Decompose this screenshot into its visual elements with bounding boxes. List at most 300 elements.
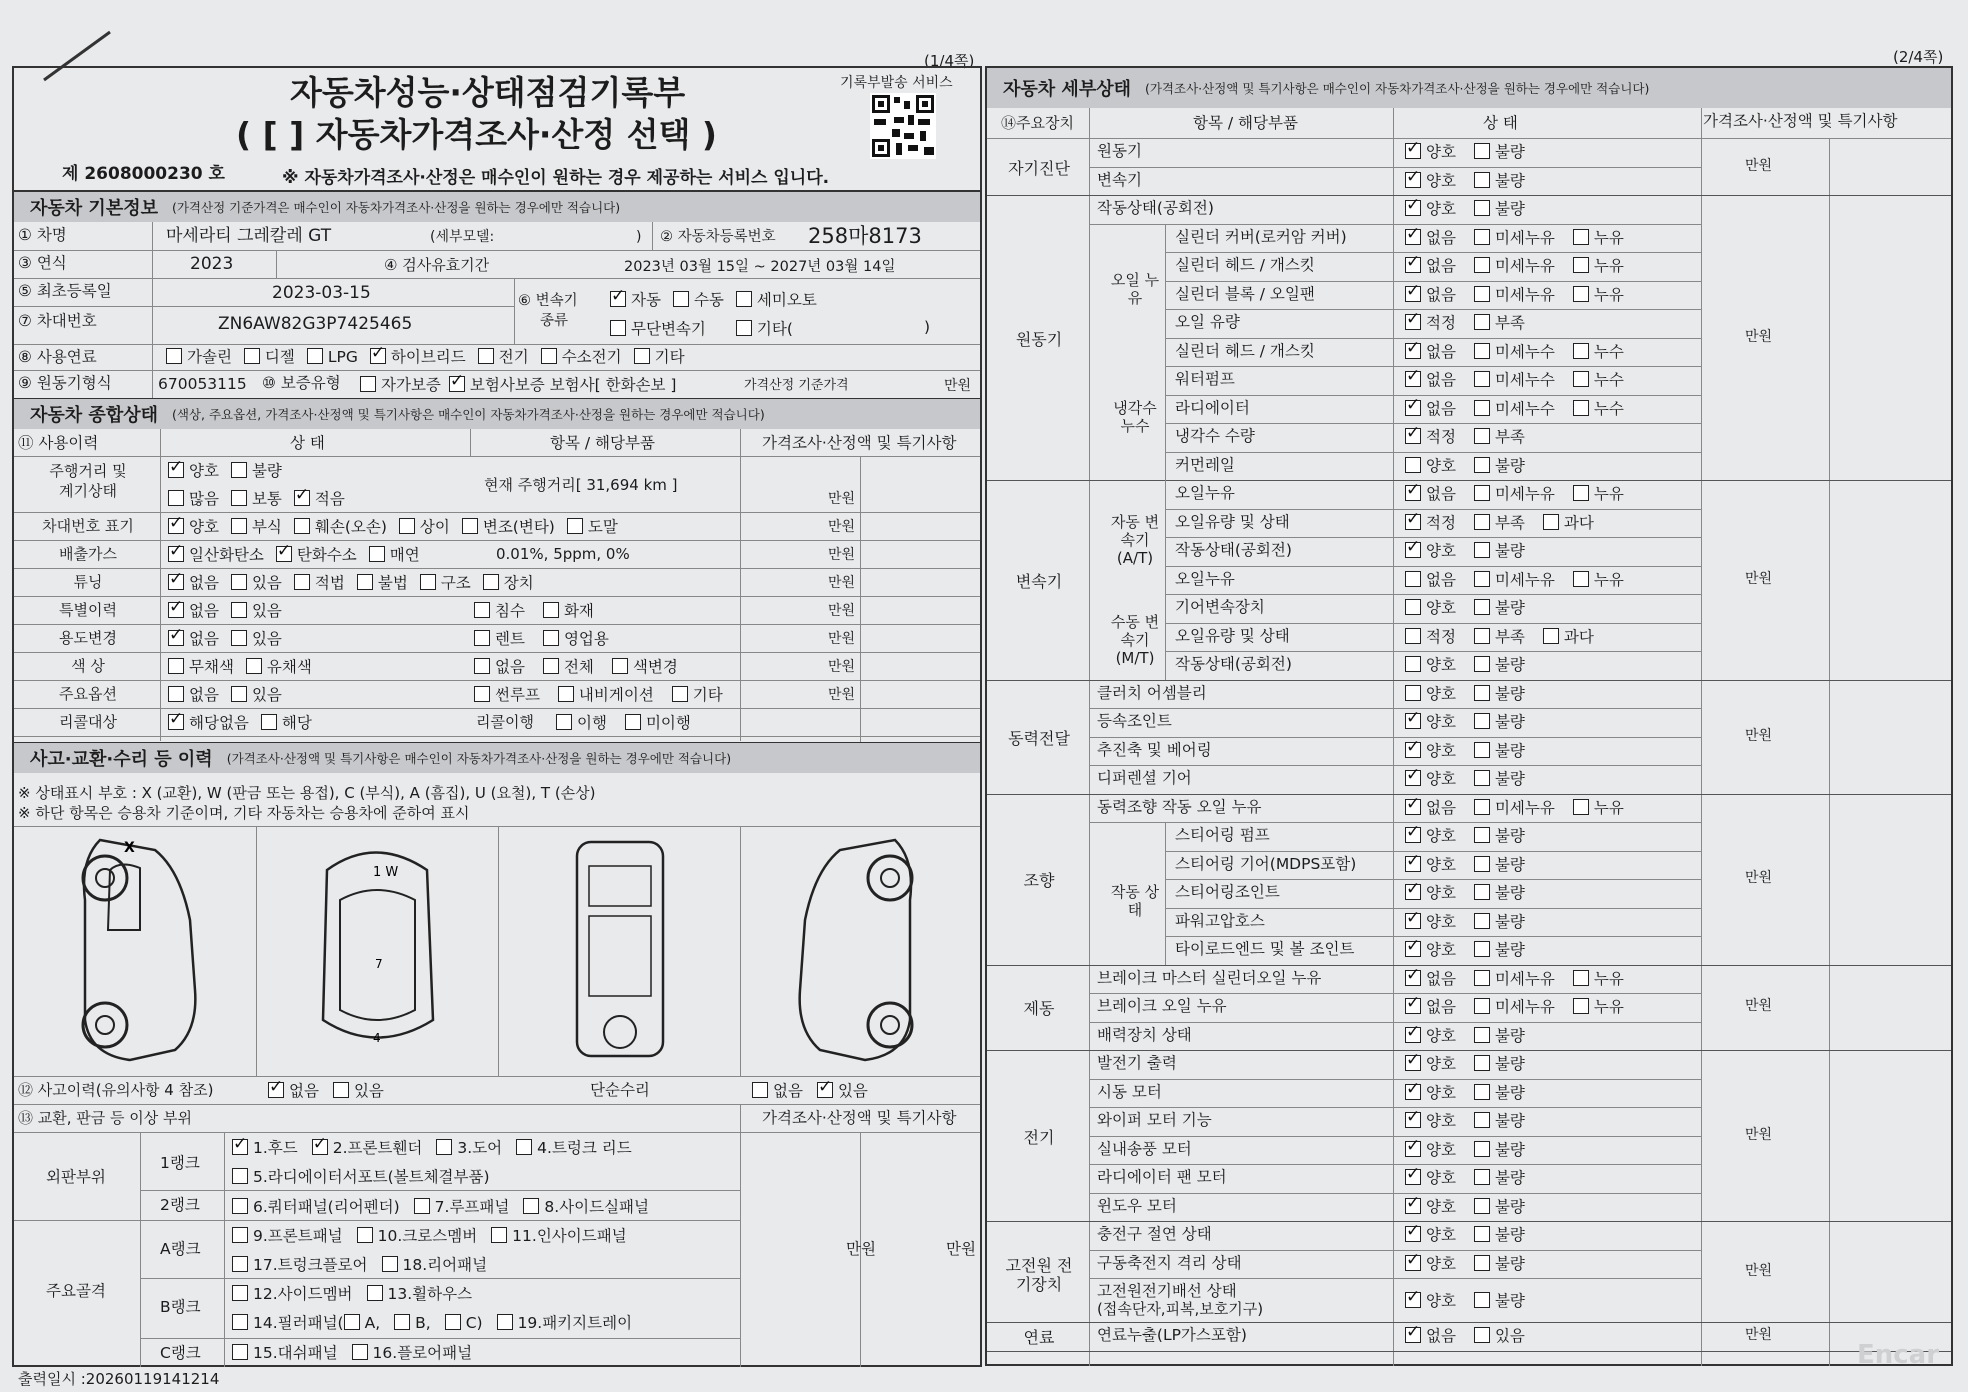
checkbox-option[interactable] — [449, 376, 677, 394]
checkbox-option[interactable] — [1474, 371, 1555, 389]
checkbox-option[interactable] — [1474, 856, 1525, 874]
checkbox-option[interactable] — [231, 574, 282, 592]
checkbox-option[interactable] — [556, 714, 607, 732]
checkbox-option[interactable] — [1405, 799, 1456, 817]
checkbox-option[interactable] — [399, 518, 450, 536]
checkbox-option[interactable] — [1474, 884, 1525, 902]
accident-history-options[interactable] — [268, 1082, 398, 1100]
checkbox-option[interactable] — [357, 574, 408, 592]
checkbox-option[interactable] — [491, 1227, 627, 1245]
checkbox-option[interactable] — [1405, 1169, 1456, 1187]
checkbox-option[interactable] — [168, 546, 264, 564]
overall-row-options[interactable] — [168, 630, 294, 648]
checkbox-option[interactable] — [1474, 1055, 1525, 1073]
checkbox-option[interactable] — [1474, 571, 1555, 589]
empty-box-icon[interactable] — [357, 1227, 373, 1243]
checked-box-icon[interactable] — [168, 602, 184, 618]
checkbox-option[interactable] — [1405, 514, 1456, 532]
empty-box-icon[interactable] — [543, 658, 559, 674]
checked-box-icon[interactable] — [1405, 970, 1421, 986]
empty-box-icon[interactable] — [1405, 599, 1421, 615]
checkbox-option[interactable] — [1474, 713, 1525, 731]
overall-row-options-right[interactable] — [474, 630, 627, 648]
empty-box-icon[interactable] — [516, 1139, 532, 1155]
overall-row-options-right[interactable] — [556, 714, 709, 732]
detail-options[interactable] — [1405, 656, 1543, 674]
empty-box-icon[interactable] — [1573, 998, 1589, 1014]
empty-box-icon[interactable] — [1474, 1169, 1490, 1185]
checkbox-option[interactable] — [612, 658, 678, 676]
checkbox-option[interactable] — [369, 546, 420, 564]
empty-box-icon[interactable] — [294, 574, 310, 590]
rankc-options[interactable] — [232, 1344, 486, 1362]
checked-box-icon[interactable] — [817, 1082, 833, 1098]
checkbox-option[interactable] — [567, 518, 618, 536]
checkbox-option[interactable] — [1405, 428, 1456, 446]
checked-box-icon[interactable] — [1405, 428, 1421, 444]
empty-box-icon[interactable] — [1474, 998, 1490, 1014]
detail-options[interactable] — [1405, 485, 1642, 503]
checkbox-option[interactable] — [168, 686, 219, 704]
checked-box-icon[interactable] — [1405, 1055, 1421, 1071]
checkbox-option[interactable] — [312, 1139, 423, 1157]
empty-box-icon[interactable] — [1573, 343, 1589, 359]
detail-options[interactable] — [1405, 913, 1543, 931]
checkbox-option[interactable] — [231, 630, 282, 648]
checkbox-option[interactable] — [232, 1198, 400, 1216]
checkbox-option[interactable] — [232, 1139, 298, 1157]
empty-box-icon[interactable] — [1474, 599, 1490, 615]
detail-options[interactable] — [1405, 542, 1543, 560]
checkbox-option[interactable] — [1405, 713, 1456, 731]
checkbox-option[interactable] — [1474, 485, 1555, 503]
empty-box-icon[interactable] — [474, 686, 490, 702]
detail-options[interactable] — [1405, 200, 1543, 218]
checkbox-option[interactable] — [294, 518, 387, 536]
empty-box-icon[interactable] — [1474, 913, 1490, 929]
empty-box-icon[interactable] — [1573, 371, 1589, 387]
empty-box-icon[interactable] — [360, 376, 376, 392]
empty-box-icon[interactable] — [414, 1198, 430, 1214]
detail-options[interactable] — [1405, 286, 1642, 304]
checkbox-option[interactable] — [1405, 941, 1456, 959]
empty-box-icon[interactable] — [357, 574, 373, 590]
checked-box-icon[interactable] — [1405, 371, 1421, 387]
checked-box-icon[interactable] — [1405, 913, 1421, 929]
checkbox-option[interactable] — [1405, 1292, 1456, 1310]
checkbox-option[interactable] — [474, 658, 525, 676]
checkbox-option[interactable] — [1405, 770, 1456, 788]
empty-box-icon[interactable] — [168, 658, 184, 674]
detail-options[interactable] — [1405, 856, 1543, 874]
checkbox-option[interactable] — [1474, 1226, 1525, 1244]
detail-options[interactable] — [1405, 229, 1642, 247]
checkbox-option[interactable] — [1474, 799, 1555, 817]
detail-options[interactable] — [1405, 314, 1543, 332]
detail-options[interactable] — [1405, 970, 1642, 988]
checkbox-option[interactable] — [1405, 827, 1456, 845]
checkbox-option[interactable] — [541, 348, 622, 366]
checkbox-option[interactable] — [168, 490, 219, 508]
checkbox-option[interactable] — [414, 1198, 510, 1216]
checked-box-icon[interactable] — [1405, 400, 1421, 416]
checkbox-option[interactable] — [1573, 257, 1624, 275]
detail-options[interactable] — [1405, 1198, 1543, 1216]
empty-box-icon[interactable] — [1573, 286, 1589, 302]
detail-options[interactable] — [1405, 599, 1543, 617]
checkbox-option[interactable] — [344, 1314, 381, 1332]
checkbox-option[interactable] — [1543, 628, 1594, 646]
empty-box-icon[interactable] — [1405, 457, 1421, 473]
checked-box-icon[interactable] — [168, 714, 184, 730]
checkbox-option[interactable] — [1474, 970, 1555, 988]
empty-box-icon[interactable] — [478, 348, 494, 364]
empty-box-icon[interactable] — [1573, 400, 1589, 416]
overall-row-options-right[interactable] — [474, 686, 741, 704]
checkbox-option[interactable] — [394, 1314, 431, 1332]
checked-box-icon[interactable] — [168, 630, 184, 646]
detail-options[interactable] — [1405, 571, 1642, 589]
checked-box-icon[interactable] — [312, 1139, 328, 1155]
overall-row-options-right[interactable] — [474, 602, 612, 620]
checkbox-option[interactable] — [543, 630, 609, 648]
checkbox-option[interactable] — [232, 1285, 353, 1303]
checkbox-option[interactable] — [268, 1082, 319, 1100]
checked-box-icon[interactable] — [1405, 257, 1421, 273]
checkbox-option[interactable] — [232, 1344, 338, 1362]
empty-box-icon[interactable] — [1405, 628, 1421, 644]
checkbox-option[interactable] — [1474, 200, 1525, 218]
checked-box-icon[interactable] — [1405, 1226, 1421, 1242]
checkbox-option[interactable] — [370, 348, 466, 366]
checkbox-option[interactable] — [474, 686, 540, 704]
checkbox-option[interactable] — [474, 602, 525, 620]
checkbox-option[interactable] — [1573, 400, 1624, 418]
rank2-options[interactable] — [232, 1198, 663, 1216]
checkbox-option[interactable] — [736, 320, 793, 338]
empty-box-icon[interactable] — [232, 1227, 248, 1243]
checked-box-icon[interactable] — [1405, 1292, 1421, 1308]
empty-box-icon[interactable] — [610, 320, 626, 336]
detail-options[interactable] — [1405, 628, 1612, 646]
empty-box-icon[interactable] — [1474, 457, 1490, 473]
empty-box-icon[interactable] — [1405, 685, 1421, 701]
empty-box-icon[interactable] — [294, 518, 310, 534]
ranka-options-2[interactable] — [232, 1256, 501, 1274]
checkbox-option[interactable] — [1474, 428, 1525, 446]
checked-box-icon[interactable] — [1405, 941, 1421, 957]
empty-box-icon[interactable] — [1474, 1141, 1490, 1157]
checkbox-option[interactable] — [1474, 1027, 1525, 1045]
empty-box-icon[interactable] — [1474, 343, 1490, 359]
empty-box-icon[interactable] — [1474, 941, 1490, 957]
empty-box-icon[interactable] — [558, 686, 574, 702]
checkbox-option[interactable] — [1474, 1198, 1525, 1216]
empty-box-icon[interactable] — [1573, 970, 1589, 986]
detail-options[interactable] — [1405, 1292, 1543, 1310]
detail-options[interactable] — [1405, 799, 1642, 817]
empty-box-icon[interactable] — [445, 1314, 461, 1330]
detail-options[interactable] — [1405, 827, 1543, 845]
empty-box-icon[interactable] — [232, 1168, 248, 1184]
checked-box-icon[interactable] — [1405, 1169, 1421, 1185]
empty-box-icon[interactable] — [736, 320, 752, 336]
checkbox-option[interactable] — [1474, 400, 1555, 418]
checkbox-option[interactable] — [1405, 884, 1456, 902]
checkbox-option[interactable] — [294, 490, 345, 508]
empty-box-icon[interactable] — [491, 1227, 507, 1243]
detail-options[interactable] — [1405, 1169, 1543, 1187]
checkbox-option[interactable] — [231, 490, 282, 508]
empty-box-icon[interactable] — [436, 1139, 452, 1155]
checkbox-option[interactable] — [382, 1256, 488, 1274]
checkbox-option[interactable] — [232, 1256, 368, 1274]
checkbox-option[interactable] — [1573, 970, 1624, 988]
checkbox-option[interactable] — [1474, 229, 1555, 247]
checkbox-option[interactable] — [1474, 143, 1525, 161]
checked-box-icon[interactable] — [1405, 799, 1421, 815]
detail-options[interactable] — [1405, 343, 1642, 361]
checkbox-option[interactable] — [752, 1082, 803, 1100]
empty-box-icon[interactable] — [231, 574, 247, 590]
checked-box-icon[interactable] — [1405, 1084, 1421, 1100]
checkbox-option[interactable] — [610, 320, 706, 338]
empty-box-icon[interactable] — [1474, 856, 1490, 872]
checkbox-option[interactable] — [1405, 200, 1456, 218]
checkbox-option[interactable] — [1474, 1255, 1525, 1273]
checkbox-option[interactable] — [516, 1139, 632, 1157]
overall-row-options-right[interactable] — [474, 658, 696, 676]
checked-box-icon[interactable] — [1405, 485, 1421, 501]
checkbox-option[interactable] — [166, 348, 232, 366]
checkbox-option[interactable] — [1405, 685, 1456, 703]
checked-box-icon[interactable] — [449, 376, 465, 392]
checkbox-option[interactable] — [1405, 1226, 1456, 1244]
empty-box-icon[interactable] — [672, 686, 688, 702]
checkbox-option[interactable] — [1474, 1169, 1525, 1187]
checkbox-option[interactable] — [1405, 172, 1456, 190]
checkbox-option[interactable] — [1474, 656, 1525, 674]
transmission-options[interactable] — [610, 291, 829, 309]
checked-box-icon[interactable] — [1405, 343, 1421, 359]
checkbox-option[interactable] — [1573, 343, 1624, 361]
empty-box-icon[interactable] — [556, 714, 572, 730]
empty-box-icon[interactable] — [166, 348, 182, 364]
checked-box-icon[interactable] — [1405, 827, 1421, 843]
empty-box-icon[interactable] — [634, 348, 650, 364]
empty-box-icon[interactable] — [1573, 485, 1589, 501]
empty-box-icon[interactable] — [1474, 1292, 1490, 1308]
detail-options[interactable] — [1405, 371, 1642, 389]
checked-box-icon[interactable] — [1405, 314, 1421, 330]
detail-options[interactable] — [1405, 457, 1543, 475]
empty-box-icon[interactable] — [523, 1198, 539, 1214]
empty-box-icon[interactable] — [1474, 1055, 1490, 1071]
empty-box-icon[interactable] — [1474, 1112, 1490, 1128]
empty-box-icon[interactable] — [399, 518, 415, 534]
empty-box-icon[interactable] — [1573, 257, 1589, 273]
empty-box-icon[interactable] — [1474, 656, 1490, 672]
overall-row-options[interactable] — [168, 602, 294, 620]
empty-box-icon[interactable] — [333, 1082, 349, 1098]
empty-box-icon[interactable] — [1474, 542, 1490, 558]
empty-box-icon[interactable] — [543, 630, 559, 646]
empty-box-icon[interactable] — [168, 686, 184, 702]
empty-box-icon[interactable] — [261, 714, 277, 730]
empty-box-icon[interactable] — [1474, 514, 1490, 530]
empty-box-icon[interactable] — [1474, 713, 1490, 729]
checkbox-option[interactable] — [1474, 457, 1525, 475]
checked-box-icon[interactable] — [1405, 542, 1421, 558]
empty-box-icon[interactable] — [752, 1082, 768, 1098]
checkbox-option[interactable] — [1474, 1084, 1525, 1102]
checkbox-option[interactable] — [1474, 770, 1525, 788]
detail-options[interactable] — [1405, 400, 1642, 418]
checkbox-option[interactable] — [231, 686, 282, 704]
checkbox-option[interactable] — [1405, 1084, 1456, 1102]
checkbox-option[interactable] — [168, 574, 219, 592]
checked-box-icon[interactable] — [1405, 172, 1421, 188]
detail-options[interactable] — [1405, 998, 1642, 1016]
checkbox-option[interactable] — [1573, 571, 1624, 589]
empty-box-icon[interactable] — [231, 602, 247, 618]
empty-box-icon[interactable] — [1543, 514, 1559, 530]
empty-box-icon[interactable] — [612, 658, 628, 674]
detail-options[interactable] — [1405, 257, 1642, 275]
checkbox-option[interactable] — [1573, 286, 1624, 304]
empty-box-icon[interactable] — [231, 518, 247, 534]
checked-box-icon[interactable] — [1405, 1255, 1421, 1271]
overall-row-options[interactable] — [168, 714, 324, 732]
checkbox-option[interactable] — [1405, 656, 1456, 674]
checkbox-option[interactable] — [276, 546, 357, 564]
checked-box-icon[interactable] — [610, 291, 626, 307]
checkbox-option[interactable] — [1405, 400, 1456, 418]
checkbox-option[interactable] — [1405, 742, 1456, 760]
checkbox-option[interactable] — [1474, 514, 1525, 532]
checkbox-option[interactable] — [1474, 1112, 1525, 1130]
checkbox-option[interactable] — [1405, 1255, 1456, 1273]
empty-box-icon[interactable] — [1474, 970, 1490, 986]
checkbox-option[interactable] — [307, 348, 358, 366]
checkbox-option[interactable] — [1405, 229, 1456, 247]
checkbox-option[interactable] — [1405, 1327, 1456, 1345]
empty-box-icon[interactable] — [736, 291, 752, 307]
rank1-options-2[interactable] — [232, 1168, 504, 1186]
empty-box-icon[interactable] — [168, 490, 184, 506]
empty-box-icon[interactable] — [1543, 628, 1559, 644]
empty-box-icon[interactable] — [1474, 371, 1490, 387]
checked-box-icon[interactable] — [1405, 742, 1421, 758]
checkbox-option[interactable] — [474, 630, 525, 648]
overall-row-options[interactable] — [168, 574, 546, 592]
overall-row-options[interactable] — [168, 546, 432, 564]
checkbox-option[interactable] — [1474, 314, 1525, 332]
simple-repair-options[interactable] — [752, 1082, 882, 1100]
checkbox-option[interactable] — [1405, 343, 1456, 361]
checkbox-option[interactable] — [1405, 1055, 1456, 1073]
rank1-options[interactable] — [232, 1139, 646, 1157]
checkbox-option[interactable] — [436, 1139, 502, 1157]
empty-box-icon[interactable] — [1405, 571, 1421, 587]
detail-options[interactable] — [1405, 742, 1543, 760]
empty-box-icon[interactable] — [1474, 742, 1490, 758]
checkbox-option[interactable] — [1573, 998, 1624, 1016]
empty-box-icon[interactable] — [1573, 229, 1589, 245]
empty-box-icon[interactable] — [1474, 1327, 1490, 1343]
checkbox-option[interactable] — [1405, 856, 1456, 874]
checkbox-option[interactable] — [1573, 485, 1624, 503]
empty-box-icon[interactable] — [1474, 485, 1490, 501]
checkbox-option[interactable] — [1405, 628, 1456, 646]
checkbox-option[interactable] — [478, 348, 529, 366]
checkbox-option[interactable] — [246, 658, 312, 676]
empty-box-icon[interactable] — [1474, 172, 1490, 188]
checkbox-option[interactable] — [1474, 599, 1525, 617]
checkbox-option[interactable] — [168, 658, 234, 676]
checkbox-option[interactable] — [367, 1285, 473, 1303]
checkbox-option[interactable] — [1543, 514, 1594, 532]
checkbox-option[interactable] — [1405, 970, 1456, 988]
empty-box-icon[interactable] — [1474, 428, 1490, 444]
empty-box-icon[interactable] — [474, 658, 490, 674]
empty-box-icon[interactable] — [1573, 571, 1589, 587]
detail-options[interactable] — [1405, 941, 1543, 959]
empty-box-icon[interactable] — [1474, 229, 1490, 245]
checkbox-option[interactable] — [1573, 371, 1624, 389]
empty-box-icon[interactable] — [625, 714, 641, 730]
empty-box-icon[interactable] — [1474, 827, 1490, 843]
empty-box-icon[interactable] — [1474, 1084, 1490, 1100]
checkbox-option[interactable] — [1405, 599, 1456, 617]
fuel-options[interactable] — [166, 348, 697, 366]
empty-box-icon[interactable] — [369, 546, 385, 562]
detail-options[interactable] — [1405, 172, 1543, 190]
checkbox-option[interactable] — [333, 1082, 384, 1100]
checked-box-icon[interactable] — [1405, 1141, 1421, 1157]
checkbox-option[interactable] — [1405, 542, 1456, 560]
empty-box-icon[interactable] — [420, 574, 436, 590]
checkbox-option[interactable] — [1474, 742, 1525, 760]
checkbox-option[interactable] — [736, 291, 817, 309]
empty-box-icon[interactable] — [1474, 286, 1490, 302]
checkbox-option[interactable] — [231, 462, 282, 480]
checked-box-icon[interactable] — [1405, 713, 1421, 729]
checkbox-option[interactable] — [1573, 229, 1624, 247]
empty-box-icon[interactable] — [232, 1198, 248, 1214]
checkbox-option[interactable] — [1405, 1112, 1456, 1130]
empty-box-icon[interactable] — [1474, 1027, 1490, 1043]
empty-box-icon[interactable] — [474, 630, 490, 646]
checkbox-option[interactable] — [1474, 685, 1525, 703]
empty-box-icon[interactable] — [673, 291, 689, 307]
checked-box-icon[interactable] — [168, 518, 184, 534]
checkbox-option[interactable] — [231, 518, 282, 536]
checked-box-icon[interactable] — [294, 490, 310, 506]
empty-box-icon[interactable] — [232, 1344, 248, 1360]
detail-options[interactable] — [1405, 770, 1543, 788]
checkbox-option[interactable] — [1474, 827, 1525, 845]
checkbox-option[interactable] — [1474, 1141, 1525, 1159]
empty-box-icon[interactable] — [462, 518, 478, 534]
checkbox-option[interactable] — [357, 1227, 478, 1245]
checked-box-icon[interactable] — [168, 574, 184, 590]
checkbox-option[interactable] — [360, 376, 441, 394]
detail-options[interactable] — [1405, 1327, 1543, 1345]
empty-box-icon[interactable] — [394, 1314, 410, 1330]
rankb-options[interactable] — [232, 1285, 486, 1303]
checkbox-option[interactable] — [1474, 628, 1525, 646]
